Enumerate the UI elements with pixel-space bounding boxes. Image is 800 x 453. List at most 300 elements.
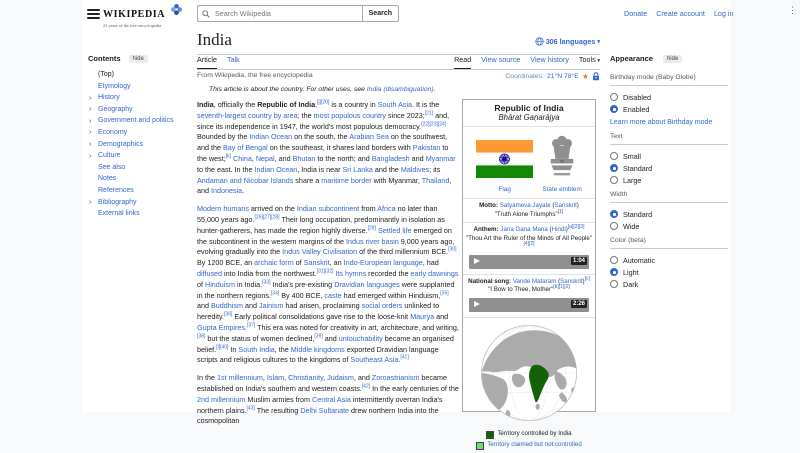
radio-label: Large [623, 175, 642, 185]
wiki-link[interactable]: Indus river basin [346, 236, 399, 246]
motto-line [465, 202, 593, 211]
text-run: and the [372, 164, 401, 174]
motto-translation [465, 208, 593, 220]
text-run: ) [576, 202, 579, 209]
text-run: on the south, the [292, 132, 350, 142]
legend-label: Territory controlled by India [497, 430, 572, 437]
text-run: to the west; [197, 143, 449, 163]
wiki-link[interactable]: Maldives [400, 164, 430, 174]
wiki-link[interactable]: Buddhism [211, 301, 243, 311]
wiki-link[interactable]: Sanskrit [303, 258, 330, 268]
text-run: . [244, 322, 247, 332]
wiki-link[interactable]: Pakistan [412, 143, 441, 153]
sidebar-item-label: Notes [98, 175, 117, 183]
text-run: "Thou Art the Ruler of the Minds of All People" [465, 234, 593, 242]
text-run: , the [274, 344, 291, 354]
wiki-link[interactable]: India (disambiguation) [366, 86, 434, 93]
wiki-link[interactable]: Sanskrit [560, 277, 583, 285]
text-run: , an [329, 258, 344, 268]
appearance-section-label: Birthday mode (Baby Globe) [610, 69, 728, 86]
wiki-link[interactable]: Indian Ocean [249, 132, 293, 142]
language-icon [535, 37, 544, 46]
appearance-panel [610, 54, 728, 290]
sidebar-item-culture[interactable] [89, 150, 188, 160]
text-run: Early political consolidations gave rise to the loose-knit [232, 312, 411, 322]
wiki-link[interactable]: Bay of Bengal [222, 143, 268, 153]
wikipedia-logo[interactable] [103, 4, 198, 28]
article-paragraph [197, 204, 459, 366]
bold-text: India [197, 100, 214, 109]
text-run: ; the [297, 110, 314, 120]
radio-label: Dark [623, 279, 639, 289]
page-header [197, 30, 600, 55]
text-run: India's pre-existing [270, 279, 335, 289]
wiki-link[interactable]: Indian Ocean [254, 164, 298, 174]
reference-link[interactable]: [33] [262, 279, 271, 286]
tab-article[interactable]: Article [197, 55, 217, 69]
sidebar-item-government-and-politics[interactable] [89, 115, 188, 125]
text-run: emerged on the subcontinent in the western margins of the [197, 225, 452, 246]
wikipedia-tagline: 21 years of the free encyclopedia [103, 23, 162, 28]
tab-talk[interactable]: Talk [226, 55, 240, 64]
appearance-section-label: Text [610, 128, 728, 145]
radio-button[interactable] [610, 280, 618, 288]
reference-link[interactable]: [34] [270, 290, 280, 297]
wiki-link[interactable]: Jana Gana Mana [500, 226, 548, 233]
radio-option-automatic[interactable] [610, 254, 728, 266]
text-run: . [242, 186, 245, 196]
national-song-duration: 2:26 [572, 300, 585, 307]
wiki-link[interactable]: Southeast Asia [350, 355, 399, 365]
text-run: The resulting [254, 405, 301, 415]
chevron-down-icon: ▾ [595, 58, 600, 64]
text-run: In the early centuries of the [370, 383, 459, 393]
text-run: . [433, 86, 436, 93]
reference-link[interactable]: [4][2] [523, 240, 535, 247]
bold-text: Anthem: [473, 226, 501, 233]
radio-option-large[interactable] [610, 174, 728, 186]
text-run: no later than 55,000 years ago. [197, 204, 438, 224]
radio-button[interactable] [610, 268, 618, 276]
wiki-link[interactable]: social orders [361, 301, 403, 311]
expand-chevron-icon[interactable]: › [89, 150, 92, 160]
wiki-link[interactable]: Indus Valley Civilisation [282, 247, 358, 257]
text-run: Bounded by the [197, 132, 250, 142]
wiki-link[interactable]: Settled life [377, 225, 412, 235]
sidebar-item-history[interactable] [89, 92, 188, 102]
expand-chevron-icon[interactable]: › [89, 197, 92, 207]
text-run: into India from the northwest. [222, 268, 317, 278]
text-run: became established on India's southern and western coasts. [197, 373, 447, 393]
flag-caption-link[interactable]: Flag [498, 186, 511, 193]
birthday-puzzle-flower-icon [171, 4, 182, 15]
byline-row [197, 72, 600, 81]
text-run: , India is near [297, 164, 343, 174]
text-run: since 2023; [386, 110, 425, 120]
reference-link[interactable]: [l][40] [216, 344, 229, 351]
bold-text: Motto: [479, 202, 500, 209]
radio-label: Standard [623, 163, 653, 173]
text-run: , [251, 153, 256, 163]
text-run: In [228, 344, 239, 354]
wiki-link[interactable]: Modern humans [197, 204, 249, 214]
contents-sidebar [88, 54, 188, 217]
radio-button[interactable] [610, 152, 618, 160]
reference-link[interactable]: [k] [225, 153, 232, 160]
reference-link[interactable]: [c] [584, 275, 590, 282]
sidebar-item-label: Demographics [98, 140, 144, 148]
wiki-link[interactable]: Christianity [288, 373, 324, 383]
wiki-link[interactable]: 1st millennium [216, 373, 263, 383]
appearance-section-label: Color (beta) [610, 232, 728, 249]
sidebar-item-external-links[interactable] [98, 210, 188, 217]
text-run: By 1200 BCE, an [197, 258, 255, 268]
wikipedia-wordmark: WIKIPEDIA [103, 9, 166, 20]
search-input[interactable] [213, 8, 358, 19]
radio-label: Light [623, 267, 639, 277]
expand-chevron-icon[interactable]: › [89, 104, 92, 114]
reference-link[interactable]: [1] [557, 208, 564, 215]
page-title: India [197, 30, 232, 49]
wiki-link[interactable]: Satyameva Jayate [499, 202, 551, 209]
text-run: of the third millennium BCE. [357, 247, 449, 257]
wiki-link[interactable]: Central Asia [312, 394, 351, 404]
text-run: share a [293, 175, 322, 185]
wiki-link[interactable]: Zoroastrianism [371, 373, 420, 383]
reference-link[interactable]: [43] [246, 405, 255, 412]
text-run: By 400 BCE, [279, 290, 325, 300]
expand-chevron-icon[interactable]: › [89, 92, 92, 102]
text-run: of [293, 258, 304, 268]
sidebar-item-bibliography[interactable] [89, 197, 188, 207]
bold-text: National song: [468, 277, 513, 285]
text-run: , [323, 373, 328, 383]
infobox-native-name: Bhārat Gaṇarājya [498, 113, 560, 122]
radio-button[interactable] [610, 222, 618, 230]
sidebar-item-see-also[interactable] [98, 164, 188, 171]
text-run: , and [274, 153, 293, 163]
radio-option-disabled[interactable] [610, 91, 728, 103]
wiki-link[interactable]: Hindi [551, 226, 566, 233]
text-run: on the southeast, it shares land borders with [267, 143, 413, 153]
wiki-link[interactable]: Dravidian languages [334, 279, 400, 289]
text-run: intermittently overran India's northern plains. [197, 394, 443, 415]
national-song-translation [465, 283, 593, 295]
reference-link[interactable]: [29] [367, 225, 376, 232]
wiki-link[interactable]: Arabian Sea [349, 132, 389, 142]
radio-option-small[interactable] [610, 150, 728, 162]
text-run: had arisen, proclaiming [283, 301, 362, 311]
reference-link[interactable]: [41] [400, 354, 409, 361]
text-run: Muslim armies from [245, 394, 313, 404]
text-run: and, since its independence in 1947, the world's most populous democracy. [197, 110, 450, 131]
text-run: ( [547, 226, 552, 233]
play-icon[interactable] [474, 301, 480, 307]
wiki-link[interactable]: maritime border [321, 175, 372, 185]
sidebar-item-label: History [98, 94, 120, 102]
search-button[interactable]: Search [362, 5, 399, 22]
legend-item [467, 430, 591, 439]
wiki-link[interactable]: South Asia [377, 100, 413, 109]
text-run: ) [582, 277, 585, 285]
text-run: , and [353, 373, 372, 383]
text-run: . It is the [412, 100, 440, 109]
expand-chevron-icon[interactable]: › [89, 139, 92, 149]
national-song-line [465, 275, 593, 287]
state-emblem-image[interactable] [546, 134, 578, 178]
wiki-link[interactable]: Myanmar [425, 153, 456, 163]
text-run: recorded the [366, 268, 411, 278]
text-run: had emerged within Hinduism, [341, 290, 441, 300]
wiki-link[interactable]: Islam [266, 373, 285, 383]
create-account-link[interactable]: Create account [656, 9, 705, 18]
site-subtitle: From Wikipedia, the free encyclopedia [197, 72, 313, 79]
expand-chevron-icon[interactable]: › [89, 115, 92, 125]
radio-button[interactable] [610, 105, 618, 113]
text-run: , officially the [213, 100, 258, 109]
wiki-link[interactable]: diffused [197, 268, 223, 278]
reference-link[interactable]: [35] [440, 290, 449, 297]
appearance-hide-button[interactable]: hide [663, 55, 682, 63]
wiki-link[interactable]: caste [324, 290, 342, 300]
appearance-group [610, 232, 728, 290]
text-run: ( [556, 277, 561, 285]
coordinates-link[interactable]: 21°N 78°E [546, 73, 579, 80]
text-run: but the status of women declined, [205, 333, 315, 343]
text-run: , had [422, 258, 439, 268]
sidebar-item-economy[interactable] [89, 127, 188, 137]
text-run: and [409, 153, 426, 163]
text-run: is a country in [329, 100, 378, 109]
text-run: , and [197, 175, 452, 196]
india-globe-map-image[interactable] [479, 323, 579, 423]
wiki-link[interactable]: China [233, 153, 252, 163]
sidebar-item-geography[interactable] [89, 104, 188, 114]
sidebar-item-notes[interactable] [98, 175, 188, 182]
page-protection-lock-icon[interactable] [592, 72, 600, 81]
wiki-link[interactable]: Nepal [255, 153, 275, 163]
legend-label[interactable]: Territory claimed but not controlled [487, 441, 582, 448]
wiki-link[interactable]: Sri Lanka [342, 164, 373, 174]
wiki-link[interactable]: early dawnings [410, 268, 459, 278]
tab-view-source[interactable]: View source [481, 55, 521, 64]
wiki-link[interactable]: Maurya [410, 312, 435, 322]
radio-button[interactable] [610, 256, 618, 264]
sidebar-item-label: (Top) [98, 71, 114, 78]
infobox-title: Republic of India [494, 103, 564, 113]
emblem-caption-link[interactable]: State emblem [542, 186, 582, 193]
text-run: ; its [429, 164, 441, 174]
sidebar-item-etymology[interactable] [98, 83, 188, 90]
contents-hide-button[interactable]: hide [129, 55, 148, 63]
reference-link[interactable]: [30] [448, 246, 457, 253]
appearance-group [610, 186, 728, 232]
radio-label: Enabled [623, 104, 650, 114]
contents-title: Contents [88, 54, 121, 63]
wiki-link[interactable]: untouchability [338, 333, 383, 343]
wiki-link[interactable]: Bhutan [292, 153, 316, 163]
wiki-link[interactable]: Africa [377, 204, 396, 214]
chevron-down-icon: ▾ [597, 38, 600, 45]
sidebar-item-label: References [98, 186, 134, 194]
reference-link[interactable]: [42] [361, 383, 371, 390]
radio-option-light[interactable] [610, 266, 728, 278]
text-run: . [398, 355, 401, 365]
featured-star-icon[interactable]: ★ [581, 71, 589, 81]
wiki-link[interactable]: Gupta Empires [197, 322, 245, 332]
wiki-link[interactable]: Indian subcontinent [296, 204, 360, 214]
wiki-link[interactable]: archaic form [254, 258, 294, 268]
hatnote [209, 85, 459, 94]
bold-text: Republic of India [257, 100, 316, 109]
radio-label: Standard [623, 209, 653, 219]
wiki-link[interactable]: Middle kingdoms [290, 344, 345, 354]
text-run: with Myanmar, [371, 175, 422, 185]
wiki-link[interactable]: Its hymns [335, 268, 367, 278]
search-icon [202, 10, 210, 18]
india-flag-image[interactable] [476, 140, 533, 178]
wiki-link[interactable]: Indonesia [211, 186, 243, 196]
wiki-link[interactable]: Sanskrit [554, 202, 577, 209]
text-run: , [262, 373, 267, 383]
article-paragraph [197, 100, 459, 197]
main-menu-icon[interactable] [87, 9, 100, 19]
wiki-link[interactable]: seventh-largest country by area [197, 110, 298, 120]
wiki-link[interactable]: Bangladesh [371, 153, 410, 163]
radio-button[interactable] [610, 210, 618, 218]
text-run: arrived on the [248, 204, 297, 214]
expand-chevron-icon[interactable]: › [89, 127, 92, 137]
reference-link[interactable]: [38] [197, 333, 206, 340]
text-run: "I Bow to Thee, Mother" [488, 286, 554, 293]
article-body [197, 85, 459, 434]
learn-more-link[interactable]: Learn more about Birthday mode [610, 119, 713, 126]
text-run: exported Dravidian language scripts and religious cultures to the kingdoms of [197, 344, 439, 365]
reference-link[interactable]: [21] [424, 110, 434, 117]
text-run: ( [550, 202, 555, 209]
text-run: Their long occupation, predominantly in isolation as hunter-gatherers, has made the region highly diverse. [197, 214, 445, 235]
radio-button[interactable] [610, 176, 618, 184]
text-run: unlinked to heredity. [197, 301, 440, 322]
national-song-audio-player[interactable] [469, 298, 589, 312]
reference-link[interactable]: [b][1][2] [553, 283, 570, 290]
wiki-link[interactable]: most populous country [313, 110, 386, 120]
wiki-link[interactable]: Judaism [327, 373, 354, 383]
play-icon[interactable] [474, 258, 480, 264]
tab-row [197, 55, 600, 70]
text-run: to the north; and [315, 153, 372, 163]
wiki-link[interactable]: Andaman and Nicobar Islands [197, 175, 294, 185]
more-options-icon[interactable]: ⋮ [788, 5, 797, 15]
view-tabs [454, 55, 600, 69]
reference-link[interactable]: [26][27][28] [254, 214, 280, 221]
radio-option-enabled[interactable] [610, 103, 728, 115]
tab-view-history[interactable]: View history [530, 55, 569, 64]
anthem-line [465, 223, 593, 235]
languages-button[interactable] [535, 37, 600, 46]
reference-link[interactable]: [37] [246, 322, 256, 329]
map-legend [465, 430, 593, 450]
reference-link[interactable]: [39] [314, 333, 323, 340]
wiki-link[interactable]: South India [238, 344, 275, 354]
search-box[interactable] [197, 5, 362, 22]
sidebar-item-label: External links [98, 210, 140, 218]
radio-option-dark[interactable] [610, 278, 728, 290]
text-run: and [434, 312, 449, 322]
reference-link[interactable]: [36] [224, 311, 233, 318]
sidebar-item-label: See also [98, 163, 126, 171]
wiki-link[interactable]: Indo-European language [343, 258, 423, 268]
sidebar-item-label: Government and politics [98, 117, 174, 125]
sidebar-item-label: Geography [98, 105, 133, 113]
radio-label: Small [623, 151, 641, 161]
wiki-link[interactable]: Delhi Sultanate [300, 405, 350, 415]
radio-option-wide[interactable] [610, 220, 728, 232]
languages-label: 306 languages [545, 37, 596, 46]
wiki-link[interactable]: Hinduism [205, 279, 235, 289]
sidebar-item-top[interactable] [98, 71, 188, 78]
coordinates-label[interactable]: Coordinates: [505, 73, 544, 80]
text-run: were supplanted in the northern regions. [197, 279, 455, 300]
wiki-link[interactable]: Thailand [421, 175, 450, 185]
anthem-duration: 1:04 [572, 257, 585, 264]
reference-link[interactable]: [31][32] [316, 268, 334, 275]
reference-link[interactable]: [a][2][3] [567, 223, 585, 230]
radio-option-standard[interactable] [610, 162, 728, 174]
text-run: , [284, 373, 289, 383]
namespace-tabs [197, 55, 240, 69]
radio-option-standard[interactable] [610, 208, 728, 220]
contents-list [88, 71, 188, 217]
article-paragraph [197, 373, 459, 427]
text-run: and [197, 301, 211, 311]
search-bar [197, 5, 399, 22]
text-run: in India. [234, 279, 263, 289]
text-run: and [242, 301, 259, 311]
text-run: from [359, 204, 378, 214]
wiki-link[interactable]: 2nd millennium [197, 394, 246, 404]
text-run: and [322, 333, 339, 343]
radio-label: Automatic [623, 255, 655, 265]
tab-tools[interactable]: Tools ▾ [578, 55, 600, 64]
radio-button[interactable] [610, 164, 618, 172]
reference-link[interactable]: [j][20] [317, 99, 330, 106]
sidebar-item-references[interactable] [98, 187, 188, 194]
legend-swatch [486, 431, 494, 439]
text-run: to the east. In the [197, 164, 255, 174]
sidebar-item-label: Etymology [98, 82, 131, 90]
wiki-link[interactable]: Jainism [258, 301, 284, 311]
sidebar-item-demographics[interactable] [89, 139, 188, 149]
anthem-audio-player[interactable] [469, 255, 589, 269]
reference-link[interactable]: [22][23][24] [421, 121, 447, 128]
radio-button[interactable] [610, 93, 618, 101]
text-run: This era was noted for creativity in art, architecture, and writing, [255, 322, 459, 332]
donate-link[interactable]: Donate [624, 9, 648, 18]
log-in-link[interactable]: Log in [713, 9, 734, 18]
infobox-country [462, 99, 596, 448]
wiki-link[interactable]: Vande Mataram [512, 277, 557, 285]
sidebar-item-label: Bibliography [98, 198, 137, 206]
text-run: "Truth Alone Triumphs" [494, 210, 558, 218]
text-run: In the [197, 373, 217, 383]
appearance-title: Appearance [610, 54, 653, 63]
text-run: drew northern India into the cosmopolitan [197, 405, 439, 426]
text-run: , [315, 100, 318, 109]
legend-item [467, 441, 591, 450]
tab-read[interactable]: Read [454, 55, 471, 69]
text-run: 9,000 years ago, evolving gradually into the [197, 236, 455, 257]
